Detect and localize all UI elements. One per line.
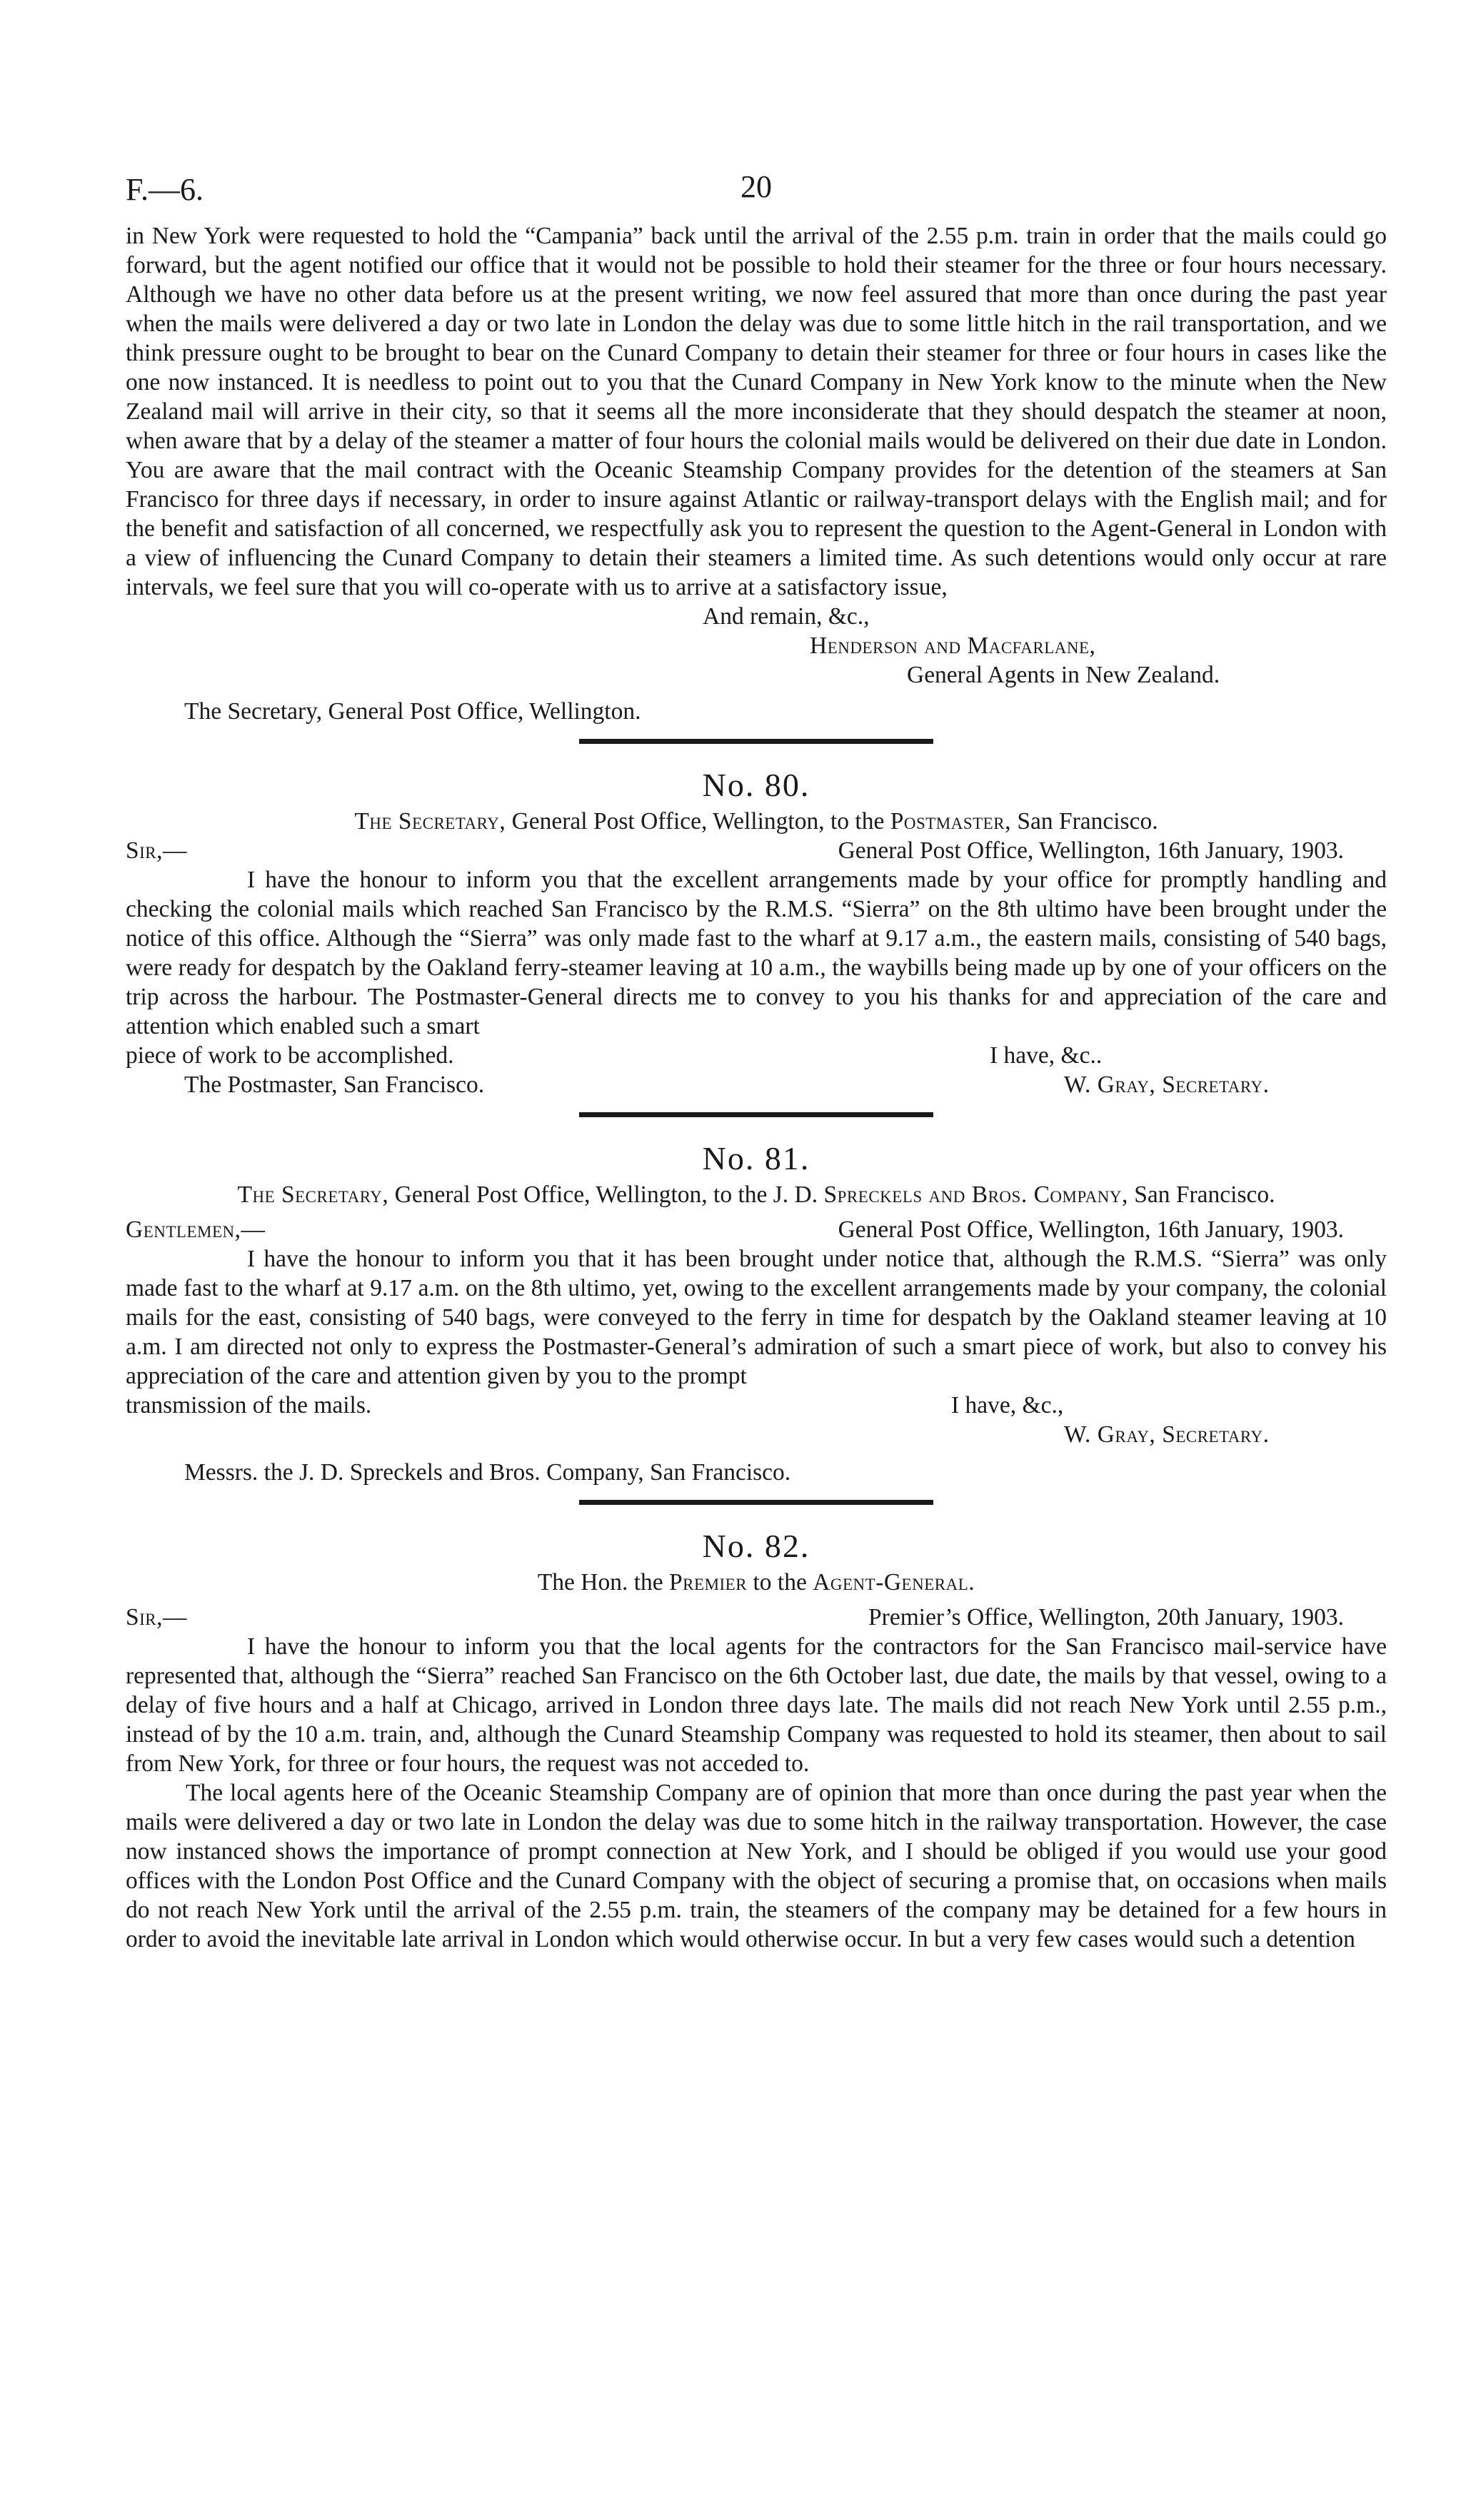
letter-79-signatory: Henderson and Macfarlane, (810, 632, 1096, 659)
letter-80 (126, 764, 1387, 1099)
letter-82-heading (126, 1568, 1387, 1597)
letter-80-signatory-name: W. Gray, (1064, 1072, 1156, 1098)
letter-80-salutation: Sir,— (126, 837, 188, 864)
letter-80-heading-to: Postmaster, (890, 808, 1011, 835)
letter-82-number: No. 82. (702, 1528, 810, 1564)
letter-79-continuation (126, 221, 1387, 726)
letter-80-closing: I have, &c.. (990, 1042, 1103, 1069)
letter-80-number: No. 80. (702, 767, 810, 803)
letter-80-heading-end: San Francisco. (1010, 808, 1158, 835)
letter-80-sign-row (126, 1070, 1387, 1099)
letter-80-last-line-row (126, 1041, 1387, 1070)
letter-81-last-line: transmission of the mails. (126, 1392, 372, 1418)
letter-81-signature (1064, 1420, 1269, 1449)
letter-81-salutation: Gentlemen,— (126, 1216, 266, 1243)
section-divider (579, 1500, 933, 1505)
letter-80-signatory-title: Secretary. (1155, 1072, 1270, 1098)
letter-80-dateline: General Post Office, Wellington, 16th January, 1903. (838, 837, 1344, 864)
letter-81-salutation-row (126, 1215, 1387, 1244)
page-header (126, 171, 1387, 221)
letter-82-paragraph-1: I have the honour to inform you that the local agents for the contractors for the San Francisco mail-service have represented that, although the “Sierra” reached San Francisco on the 6th October last, due date, the mails by that vessel, owing to a delay of five hours and a half at Chicago, arrived in London three days late. The mails did not reach New York until 2.55 p.m., instead of by the 10 a.m. train, and, although the Cunard Steamship Company was requested to hold its steamer, then about to sail from New York, for three or four hours, the request was not acceded to. (126, 1633, 1387, 1777)
letter-81-addressee: Messrs. the J. D. Spreckels and Bros. Company, San Francisco. (184, 1459, 791, 1486)
letter-79-closing: And remain, &c., (703, 603, 870, 630)
page-number: 20 (740, 169, 772, 204)
section-divider (579, 739, 933, 744)
document-page (126, 171, 1387, 1954)
letter-80-heading-mid: General Post Office, Wellington, to the (506, 808, 890, 835)
letter-81-signatory-title: Secretary. (1155, 1421, 1270, 1448)
letter-82-heading-from: Premier (669, 1569, 748, 1596)
letter-81-sign-row (126, 1420, 1387, 1449)
letter-79-body: in New York were requested to hold the “Campania” back until the arrival of the 2.55 p.m. train in order that the mails could go forward, but the agent notified our office that it would not be possible to hold their steamer for the three or four hours necessary. Although we have no other data before us at the present writing, we now feel assured that more than once during the past year when the mails were delivered a day or two late in London the delay was due to some little hitch in the rail transportation, and we think pressure ought to be brought to bear on the Cunard Company to detain their steamer for three or four hours in cases like the one now instanced. It is needless to point out to you that the Cunard Company in New York know to the minute when the New Zealand mail will arrive in their city, so that it seems all the more inconsiderate that they should despatch the steamer at noon, when aware that by a delay of the steamer a matter of four hours the colonial mails would be delivered on their due date in London. You are aware that the mail contract with the Oceanic Steamship Company provides for the detention of the steamers at San Francisco for three days if necessary, in order to insure against Atlantic or railway-transport delays with the English mail; and for the benefit and satisfaction of all concerned, we respectfully ask you to represent the question to the Agent-General in London with a view of influencing the Cunard Company to detain their steamers a limited time. As such detentions would only occur at rare intervals, we feel sure that you will co-operate with us to arrive at a satisfactory issue, (126, 223, 1387, 600)
letter-81 (126, 1137, 1387, 1487)
letter-81-heading-to: Spreckels and Bros. Company, (823, 1181, 1128, 1208)
letter-81-heading-end: San Francisco. (1128, 1181, 1275, 1208)
letter-82-heading-to: Agent-General. (813, 1569, 975, 1596)
letter-81-closing: I have, &c., (951, 1392, 1064, 1418)
letter-81-body: I have the honour to inform you that it has been brought under notice that, although the R.M.S. “Sierra” was only made fast to the wharf at 9.17 a.m. on the 8th ultimo, yet, owing to the excellent arrangements made by your company, the colonial mails for the east, consisting of 540 bags, were conveyed to the ferry in time for despatch by the Oakland steamer leaving at 10 a.m. I am directed not only to express the Postmaster-General’s admiration of such a smart piece of work, but also to convey his appreciation of the care and attention given by you to the prompt (126, 1246, 1387, 1389)
letter-80-body: I have the honour to inform you that the excellent arrangements made by your office for promptly handling and checking the colonial mails which reached San Francisco by the R.M.S. “Sierra” on the 8th ultimo have been brought under the notice of this office. Although the “Sierra” was only made fast to the wharf at 9.17 a.m., the eastern mails, consisting of 540 bags, were ready for despatch by the Oakland ferry-steamer leaving at 10 a.m., the waybills being made up by one of your officers on the trip across the harbour. The Postmaster-General directs me to convey to you his thanks for and appreciation of the care and attention which enabled such a smart (126, 867, 1387, 1039)
letter-80-signature (1064, 1070, 1269, 1099)
letter-81-heading-mid: General Post Office, Wellington, to the J. D. (388, 1181, 824, 1208)
letter-82-paragraph-2: The local agents here of the Oceanic Steamship Company are of opinion that more than once during the past year when the mails were delivered a day or two late in London the delay was due to some hitch in the railway transportation. However, the case now instanced shows the importance of prompt connection at New York, and I should be obliged if you would use your good offices with the London Post Office and the Cunard Company with the object of securing a promise that, on occasions when mails do not reach New York until the arrival of the 2.55 p.m. train, the steamers of the company may be detained for a few hours in order to avoid the inevitable late arrival in London which would otherwise occur. In but a very few cases would such a detention (126, 1780, 1387, 1952)
letter-80-salutation-row (126, 836, 1387, 865)
document-reference: F.—6. (126, 172, 204, 207)
letter-81-dateline: General Post Office, Wellington, 16th January, 1903. (838, 1216, 1344, 1243)
letter-81-last-line-row (126, 1391, 1387, 1420)
letter-79-addressee: The Secretary, General Post Office, Wellington. (184, 698, 641, 725)
letter-80-heading (126, 807, 1387, 836)
letter-80-last-line: piece of work to be accomplished. (126, 1042, 454, 1069)
section-divider (579, 1112, 933, 1117)
letter-79-signatory-title: General Agents in New Zealand. (907, 662, 1220, 688)
letter-81-signatory-name: W. Gray, (1064, 1421, 1156, 1448)
letter-82-salutation: Sir,— (126, 1604, 188, 1631)
letter-82-dateline: Premier’s Office, Wellington, 20th January, 1903. (868, 1604, 1344, 1631)
letter-81-heading-from: The Secretary, (237, 1181, 389, 1208)
letter-82-heading-mid: to the (747, 1569, 813, 1596)
letter-82-heading-pre: The Hon. the (537, 1569, 670, 1596)
letter-80-addressee: The Postmaster, San Francisco. (184, 1072, 485, 1098)
letter-82 (126, 1525, 1387, 1954)
letter-81-number: No. 81. (702, 1140, 810, 1176)
letter-80-heading-from: The Secretary, (354, 808, 506, 835)
letter-82-salutation-row (126, 1603, 1387, 1632)
letter-81-heading (126, 1180, 1387, 1209)
